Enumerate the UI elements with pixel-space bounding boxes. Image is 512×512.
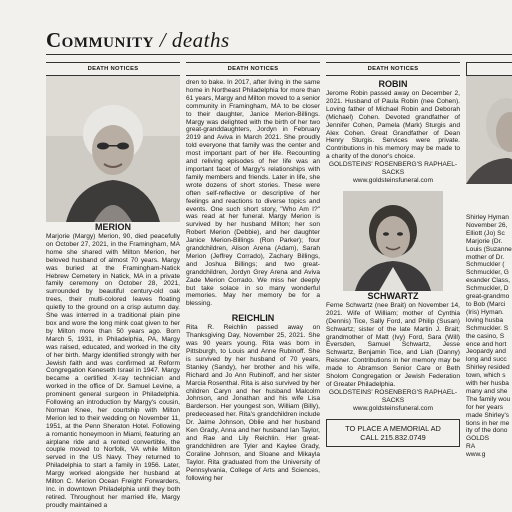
title-separator: / — [159, 28, 167, 52]
partial-text-line: many and she — [466, 387, 508, 395]
robin-name: ROBIN — [378, 79, 408, 89]
section-name: Community — [46, 28, 154, 52]
merion-text-continued: dren to bake. In 2017, after living in the same home in Northeast Philadelphia for more than 61 years, Margy and Milton moved to a senior community in Framingham, MA to be closer to their daughter, Janice Merion-Billings. Margy was delighted with the birth of her two great-granddaughters, Jordyn in February 2019 and Aviva in March 2021. She proudly told everyone that family was the center and most important part of her life. Recounting and reliving episodes of her life was an important facet of Margy's relationships with family members and friends. Later in life, she wrote dozens of short stories. These were often self-reflective or descriptive of her feelings and reactions to diverse topics and events. One such short story, "Who Am I?" was read at her funeral. Margy Merion is survived by her husband Milton; her son Robert Merion (Debbie), and her daughter Janice Merion-Billings (Ron Parker); four grandchildren, Alison Arena (Adam), Sarah Merion (Jeffrey Corrado), Zachary Billings, and Joshua Billings; and two great-grandchildren, Jordyn Grey Arena and Aviva Zade Merion Corrado. We miss her deeply but take solace in so many wonderful memories. May her memory be for a blessing. — [186, 79, 320, 308]
partial-text-line: to Bob (Marci — [466, 300, 506, 308]
partial-obituary-text — [466, 214, 512, 459]
partial-text-line: mother of Dr. — [466, 253, 505, 261]
schwartz-text: Ferne Schwartz (nee Brait) on November 14, 2021. Wife of William; mother of Cynthia (Dennis) Tice, Sally Ford, and Philip (Susan) Schwartz; sister of the late Martin J. Brait; grandmother of Matt (Ivy) Ford, Sara (Will) Eversden, Samuel Schwartz, Jesse Schwartz, Benjamin Tice, and Liah (Danny) Reisner. Contributions in her memory may be made to Abramson Senior Care or Beth Sholom Congregation or Jewish Federation of Greater Philadelphia. — [326, 301, 460, 388]
partial-text-line: loving husba — [466, 316, 504, 324]
robin-text: Jerome Robin passed away on December 2, 2021. Husband of Paula Robin (nee Cohen). Loving father of Michael Robin and Deborah (Michael) Cohen. Devoted grandfather of Jennifer Cohen, Pamela (Mark) Sturgis and Alex Cohen. Great Grandfather of Dean Henry Sturgis. Services were private. Contributions in his memory may be made to a charity of the donor's choice. — [326, 90, 460, 161]
column-header: DEATH NOTICES — [186, 62, 320, 76]
partial-text-line: town, which s — [466, 372, 506, 380]
partial-text-line: ence and hort — [466, 340, 507, 348]
partial-text-line: Shirley Hyman — [466, 214, 509, 221]
reichlin-text: Rita R. Reichlin passed away on Thanksgiving Day, November 25, 2021. She was 90 years young. Rita was born in Pittsburgh, to Louis and Anne Rubinoff. She is survived by her husband of 70 years, Stanley (Sandy), her brother and his wife, Richard and Jo Ann Rubinoff, and her sister Marcia Rosenthal. Rita is also survived by her children Caryn and her husband Malcolm Johnson, and Jonathan and his wife Lisa Barderson. Her youngest son, William (Billy), predeceased her. Rita's grandchildren include Dr. Jaime Johnson, Oblie and her husband Ken Grady, Anna and her husband Ian Taylor, and Rae and Lily Reichlin. Her great-grandchildren are Tyler and Kaylee Grady, Coraline Johnson, and Sloane and Mikayla Taylor. Rita graduated from the University of Pennsylvania, College of Arts and Sciences, following her — [186, 324, 320, 482]
merion-name: MERION — [95, 222, 131, 232]
partial-text-line: Schmuckler, D — [466, 285, 509, 293]
partial-text-line: for her years — [466, 403, 504, 411]
schwartz-website: www.goldsteinsfuneral.com — [353, 404, 433, 412]
column-3 — [326, 62, 460, 512]
portrait-image-icon — [46, 76, 180, 222]
partial-text-line: GOLDS — [466, 435, 490, 443]
column-header: DEATH NOTICES — [46, 62, 180, 76]
merion-text: Marjorie (Margy) Merion, 90, died peacefully on October 27, 2021, in the Framingham, MA home she shared with Milton Merion, her beloved husband of almost 70 years. Margy was buried at the Framingham-Natick Hebrew Cemetery in Natick, MA in a private family ceremony on October 28, 2021, surrounded by beautiful century-old oak trees, their multi-colored leaves floating quietly to the ground on a crisp autumn day. She was interred in a traditional plain pine box and wore the long mink coat given to her by Milton more than 50 years ago. Born March 5, 1931, in Philadelphia, PA, Margy was raised, educated, and worked in the city of her birth. Margy identified strongly with her Jewish faith and was confirmed at Reform Congregation Keneseth Israel in 1947. Margy became a certified X-ray technician and worked in the office of Dr. Samuel Levine, a prominent general surgeon in Philadelphia. Following an introduction by Margy's cousin, Norman Knee, her courtship with Milton Merion led to their wedding on November 11, 1951, at the Penn Sheraton Hotel. Following a romantic honeymoon in Miami, featuring an airplane ride and a rented convertible, the couple moved to Norfolk, VA while Milton served in the US Navy. They returned to Philadelphia to start a family in 1956. Later, Margy worked alongside her husband at Milton C. Merion Ocean Freight Forwarders, Inc. in downtown Philadelphia until they both retired. Throughout her married life, Margy proudly maintained a — [46, 233, 180, 509]
robin-funeral-home: GOLDSTEINS' ROSENBERG'S RAPHAEL-SACKS — [328, 161, 458, 177]
partial-text-line: www.g — [466, 451, 486, 459]
partial-text-line: November 26, — [466, 221, 508, 229]
reichlin-name: REICHLIN — [231, 313, 275, 324]
partial-text-line: The family wou — [466, 395, 511, 403]
column-2 — [186, 62, 320, 512]
column-header-partial — [466, 62, 512, 76]
partial-text-line: Louis (Suzanne — [466, 245, 512, 253]
partial-text-line: Schmuckler. S — [466, 324, 509, 332]
schwartz-photo — [343, 191, 443, 291]
partial-text-line: with her husba — [466, 380, 509, 388]
partial-text-line: RA — [466, 443, 476, 451]
schwartz-name: SCHWARTZ — [367, 290, 419, 301]
column-header: DEATH NOTICES — [326, 62, 460, 76]
partial-text-line: (Iris) Hyman. — [466, 308, 504, 316]
subsection-name: deaths — [171, 28, 230, 52]
partial-text-line: made Shirley's — [466, 411, 510, 419]
partial-text-line: the casino, S — [466, 332, 505, 340]
masthead — [46, 26, 512, 55]
partial-text-line: great-grandmo — [466, 293, 510, 301]
partial-text-line: long and succ — [466, 356, 507, 364]
column-4-partial — [466, 62, 512, 512]
partial-text-line: exander Class, — [466, 277, 510, 285]
column-1 — [46, 62, 180, 512]
partial-text-line: Shirley resided — [466, 364, 510, 372]
partial-text-line: tions in her me — [466, 419, 510, 427]
robin-website: www.goldsteinsfuneral.com — [353, 176, 433, 184]
page-title — [46, 28, 230, 53]
partial-text-line: Elliott (Jo) Sc — [466, 229, 505, 237]
partial-text-line: Schmuckler, G — [466, 269, 509, 277]
memorial-ad-phone: CALL 215.832.0749 — [360, 432, 426, 442]
memorial-ad-line1: TO PLACE A MEMORIAL AD — [345, 423, 441, 433]
partial-text-line: Schmuckler ( — [466, 261, 505, 269]
partial-text-line: ity of the dono — [466, 427, 508, 435]
partial-text-line: Marjorie (Dr. — [466, 237, 503, 245]
partial-text-line: Jeopardy and — [466, 348, 506, 356]
schwartz-funeral-home: GOLDSTEINS' ROSENBERG'S RAPHAEL-SACKS — [328, 388, 458, 404]
portrait-image-icon — [466, 76, 512, 184]
portrait-image-icon — [343, 191, 443, 291]
memorial-ad-box — [326, 419, 460, 447]
merion-photo — [46, 76, 180, 222]
partial-photo — [466, 76, 512, 184]
